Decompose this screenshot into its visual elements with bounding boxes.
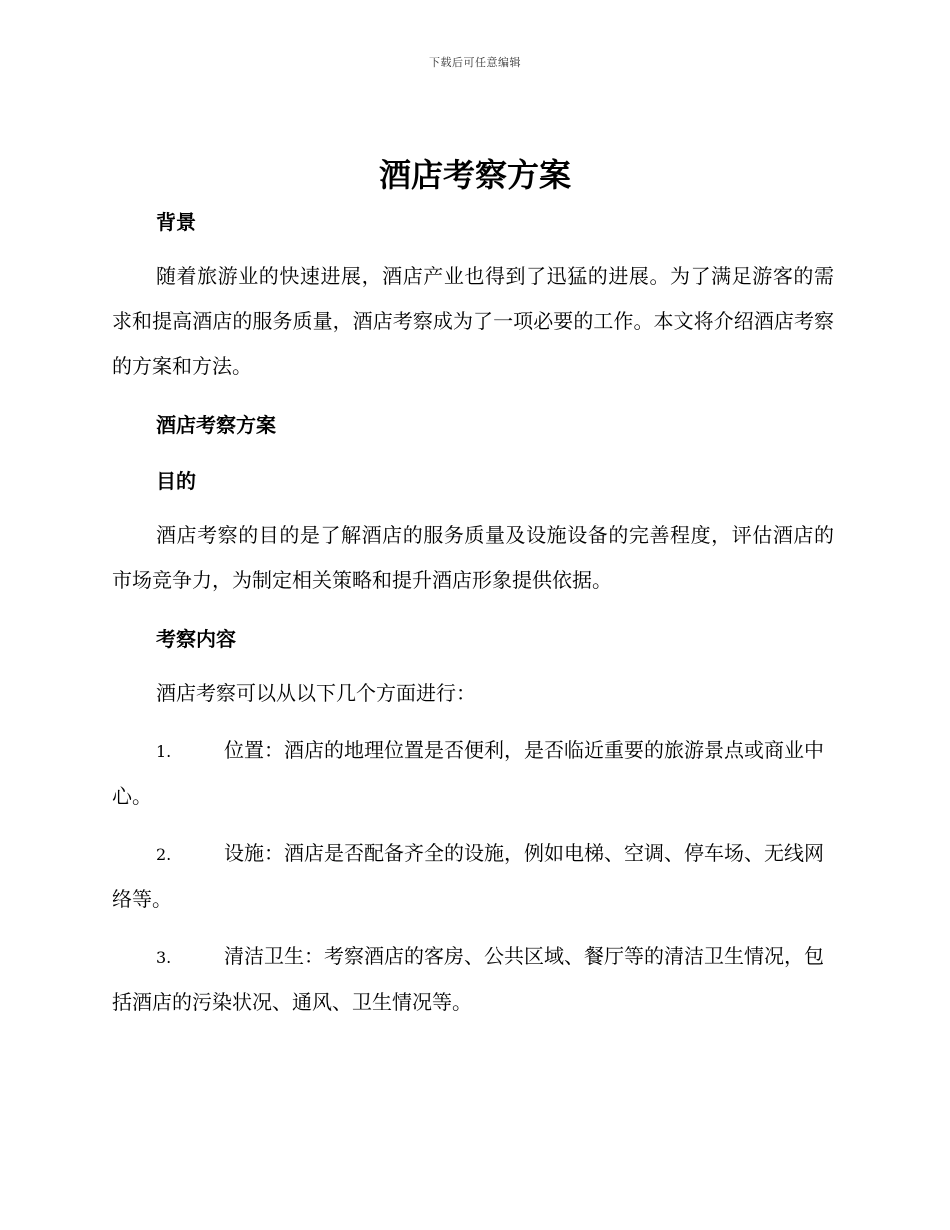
paragraph-content-intro: 酒店考察可以从以下几个方面进行： xyxy=(156,681,476,705)
list-item xyxy=(112,934,834,1025)
list-item-number: 1. xyxy=(156,742,172,761)
list-item-number: 2. xyxy=(156,845,172,864)
list-item-text: 设施：酒店是否配备齐全的设施，例如电梯、空调、停车场、无线网络等。 xyxy=(112,841,824,911)
list-item xyxy=(112,728,834,819)
page-header-note: 下载后可任意编辑 xyxy=(429,56,521,69)
list-item-text: 位置：酒店的地理位置是否便利，是否临近重要的旅游景点或商业中心。 xyxy=(112,738,824,808)
paragraph-purpose: 酒店考察的目的是了解酒店的服务质量及设施设备的完善程度，评估酒店的市场竞争力，为制定相关策略和提升酒店形象提供依据。 xyxy=(112,523,834,592)
document-body xyxy=(112,202,834,1025)
list-item xyxy=(112,831,834,922)
heading-background: 背景 xyxy=(156,210,196,234)
paragraph-background: 随着旅游业的快速进展，酒店产业也得到了迅猛的进展。为了满足游客的需求和提高酒店的服务质量，酒店考察成为了一项必要的工作。本文将介绍酒店考察的方案和方法。 xyxy=(112,264,834,378)
heading-content: 考察内容 xyxy=(156,627,236,651)
document-title: 酒店考察方案 xyxy=(378,156,571,194)
heading-plan: 酒店考察方案 xyxy=(156,413,276,437)
heading-purpose: 目的 xyxy=(156,469,196,493)
list-item-number: 3. xyxy=(156,948,172,967)
list-item-text: 清洁卫生：考察酒店的客房、公共区域、餐厅等的清洁卫生情况，包括酒店的污染状况、通风、卫生情况等。 xyxy=(112,944,824,1014)
